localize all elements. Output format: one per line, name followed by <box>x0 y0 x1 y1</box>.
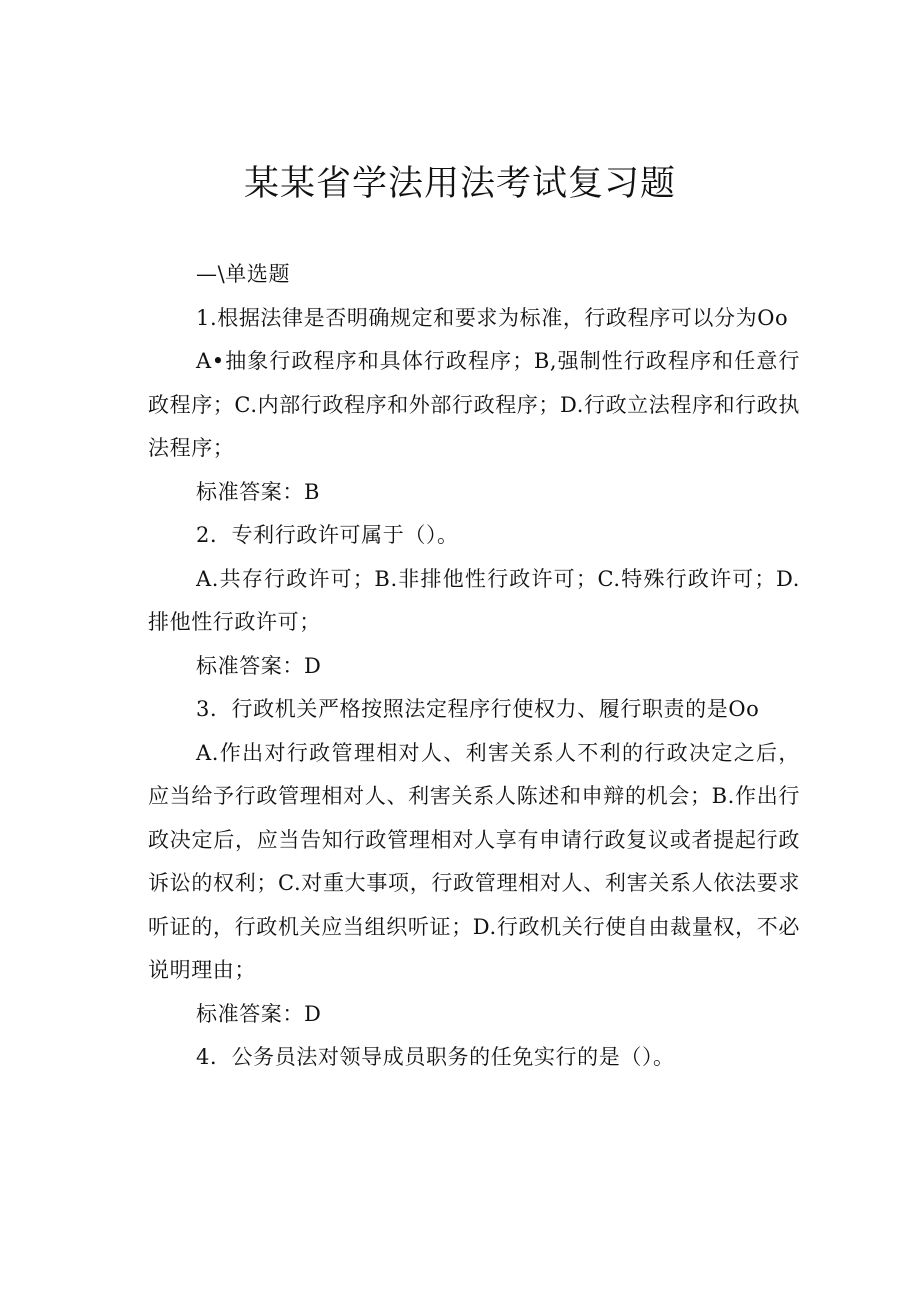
document-title: 某某省学法用法考试复习题 <box>243 164 676 204</box>
question-answer: 标准答案：B <box>196 479 321 504</box>
question-options: A.作出对行政管理相对人、利害关系人不利的行政决定之后，应当给予行政管理相对人、利害关系人陈述和申辩的机会；B.作出行政决定后，应当告知行政管理相对人享有申请行政复议或者提起行政诉讼的权利；C.对重大事项，行政管理相对人、利害关系人依法要求听证的，行政机关应当组织听证；D.行政机关行使自由裁量权，不必说明理由； <box>148 740 800 982</box>
question-options: A.共存行政许可；B.非排他性行政许可；C.特殊行政许可；D.排他性行政许可； <box>148 566 800 634</box>
question-answer: 标准答案：D <box>196 1001 322 1026</box>
question-text: 4．公务员法对领导成员职务的任免实行的是（）。 <box>196 1045 675 1069</box>
question-text: 2．专利行政许可属于（）。 <box>196 523 459 547</box>
section-heading: —\单选题 <box>196 262 291 286</box>
question-options: A•抽象行政程序和具体行政程序；B,强制性行政程序和任意行政程序；C.内部行政程序和外部行政程序；D.行政立法程序和行政执法程序； <box>148 349 800 460</box>
question-text: 1.根据法律是否明确规定和要求为标准，行政程序可以分为Oo <box>196 305 789 330</box>
document-body <box>148 253 800 1080</box>
question-text: 3．行政机关严格按照法定程序行使权力、履行职责的是Oo <box>196 697 760 721</box>
question-answer: 标准答案：D <box>196 653 322 678</box>
